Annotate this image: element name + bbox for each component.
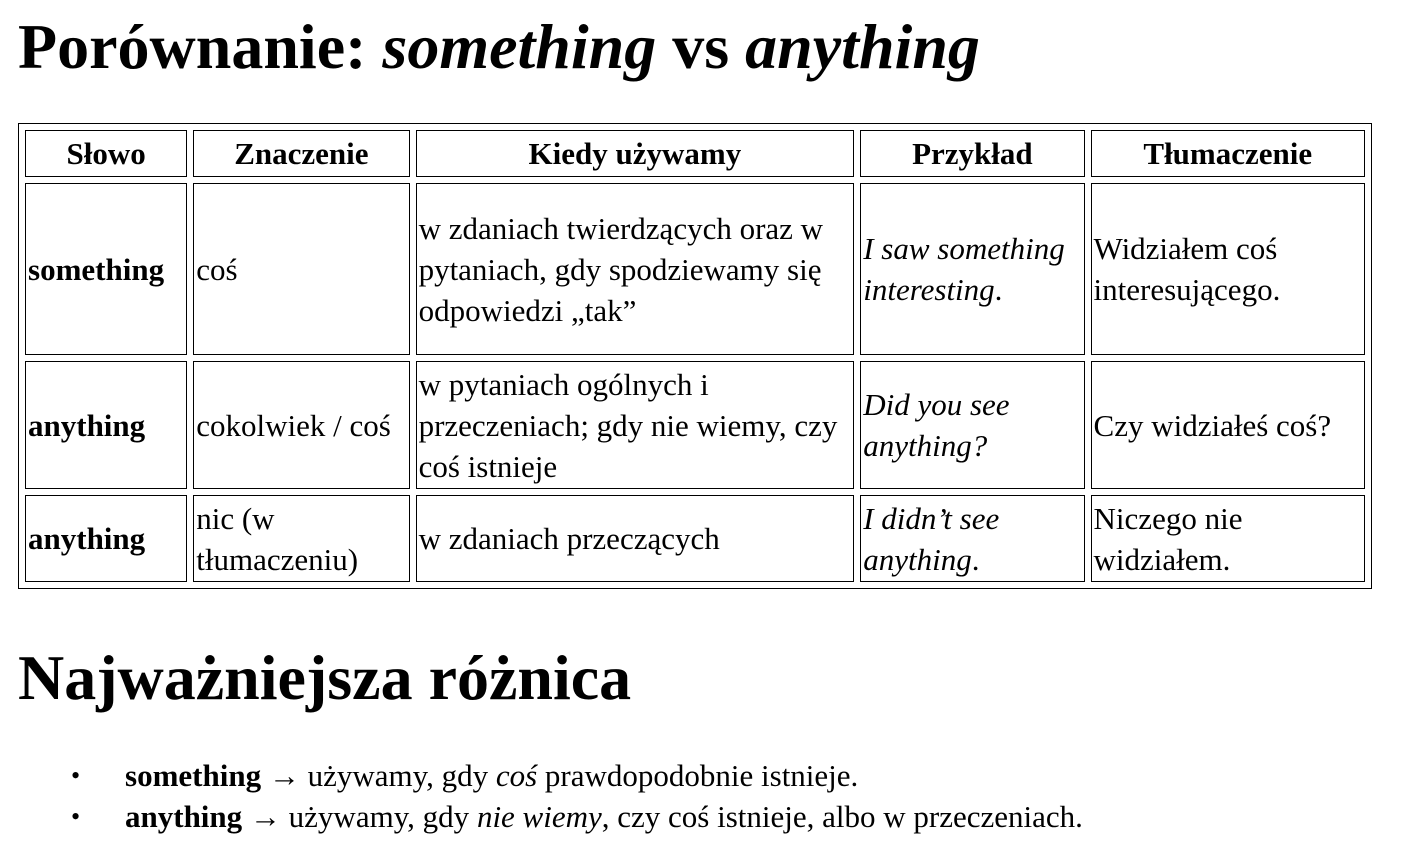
note-emphasis: coś (495, 758, 538, 793)
title-word-anything: anything (745, 11, 980, 82)
difference-list (18, 755, 1388, 837)
table-header-row (25, 130, 1365, 177)
cell-usage: w zdaniach przeczących (416, 495, 855, 582)
note-emphasis: nie wiemy (476, 799, 602, 834)
note-arrow-text: → używamy, gdy (242, 799, 477, 834)
cell-word: anything (25, 495, 187, 582)
cell-translation: Widziałem coś interesującego. (1091, 183, 1365, 355)
comparison-table (18, 123, 1372, 589)
bullet-icon: • (71, 761, 81, 790)
note-term: anything (125, 799, 243, 834)
cell-translation: Niczego nie widziałem. (1091, 495, 1365, 582)
bullet-icon: • (71, 802, 81, 831)
header-usage: Kiedy używamy (416, 130, 855, 177)
list-item (71, 755, 1388, 796)
cell-example (860, 495, 1084, 582)
header-example: Przykład (860, 130, 1084, 177)
cell-word: anything (25, 361, 187, 489)
example-end: . (994, 272, 1003, 307)
example-text: I saw something interesting (863, 231, 1065, 307)
table-row (25, 183, 1365, 355)
table-row (25, 495, 1365, 582)
cell-meaning: cokolwiek / coś (193, 361, 409, 489)
cell-meaning: nic (w tłumaczeniu) (193, 495, 409, 582)
section-title: Najważniejsza różnica (18, 642, 632, 713)
title-prefix: Porównanie: (18, 11, 383, 82)
table-row (25, 361, 1365, 489)
page (18, 0, 1388, 837)
note-rest: , czy coś istnieje, albo w przeczeniach. (601, 799, 1083, 834)
cell-meaning: coś (193, 183, 409, 355)
note-arrow-text: → używamy, gdy (261, 758, 496, 793)
cell-word: something (25, 183, 187, 355)
page-title (18, 10, 1388, 84)
header-word: Słowo (25, 130, 187, 177)
example-text: I didn’t see anything (863, 500, 1000, 577)
title-vs: vs (656, 11, 746, 82)
note-term: something (125, 758, 262, 793)
list-item (71, 796, 1388, 837)
example-end: . (971, 541, 980, 577)
note-rest: prawdopodobnie istnieje. (537, 758, 859, 793)
cell-usage: w zdaniach twierdzących oraz w pytaniach, gdy spodziewamy się odpowiedzi „tak” (416, 183, 855, 355)
cell-example (860, 361, 1084, 489)
cell-translation: Czy widziałeś coś? (1091, 361, 1365, 489)
header-translation: Tłumaczenie (1091, 130, 1365, 177)
header-meaning: Znaczenie (193, 130, 409, 177)
cell-example (860, 183, 1084, 355)
example-text: Did you see anything? (863, 387, 1010, 463)
title-word-something: something (382, 11, 657, 82)
cell-usage: w pytaniach ogólnych i przeczeniach; gdy nie wiemy, czy coś istnieje (416, 361, 855, 489)
